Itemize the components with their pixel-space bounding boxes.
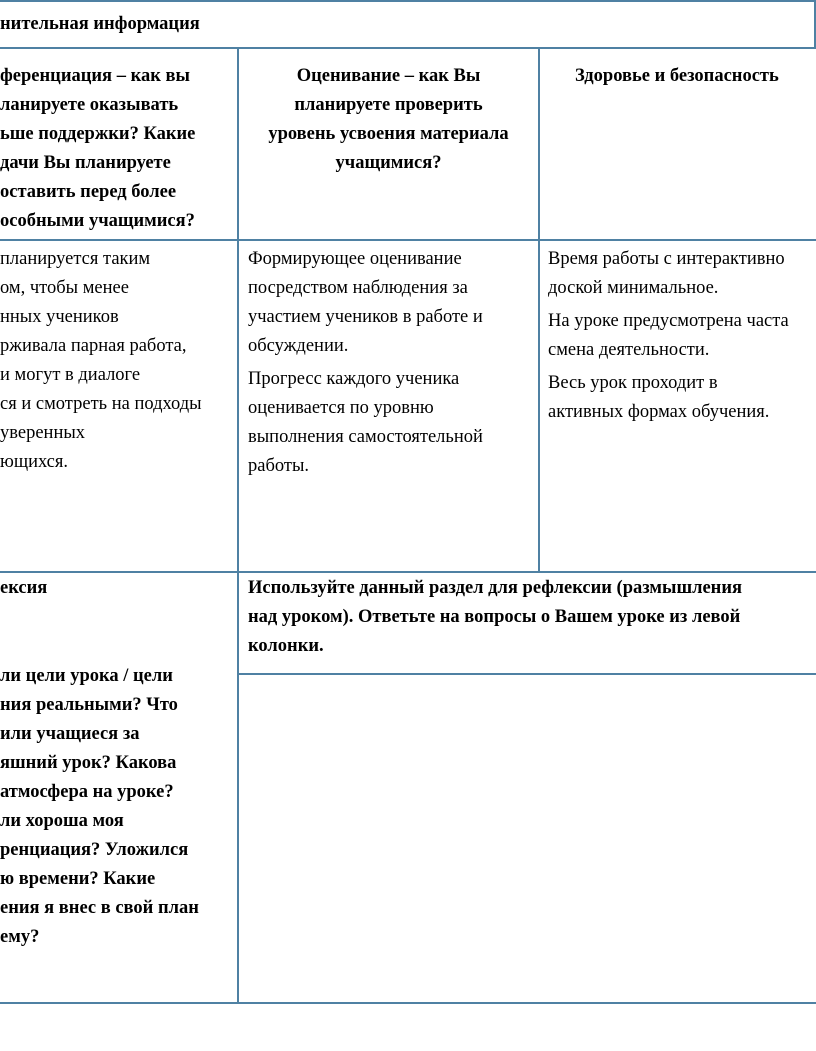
header-differentiation-line: ференциация – как вы <box>0 66 190 86</box>
section-title: нительная информация <box>0 14 200 34</box>
body-differentiation-line: рживала парная работа, <box>0 336 187 356</box>
assessment-line: выполнения самостоятельной <box>248 427 483 447</box>
health-line: Время работы с интерактивно <box>548 249 785 269</box>
reflection-questions <box>0 662 232 952</box>
assessment-line: Прогресс каждого ученика <box>248 369 460 389</box>
assessment-paragraph-2 <box>248 365 536 481</box>
reflection-instruction-line: колонки. <box>248 636 324 656</box>
header-assessment <box>239 62 538 178</box>
reflection-title: ексия <box>0 578 48 598</box>
row-divider-4 <box>238 673 816 675</box>
reflection-instruction-line: над уроком). Ответьте на вопросы о Вашем уроке из левой <box>248 607 741 627</box>
body-differentiation-line: нных учеников <box>0 307 119 327</box>
column-divider-2 <box>538 47 540 573</box>
health-line: На уроке предусмотрена часта <box>548 311 789 331</box>
header-assessment-line: уровень усвоения материала <box>268 124 509 144</box>
header-assessment-line: Оценивание – как Вы <box>296 66 481 86</box>
header-differentiation-line: ланируете оказывать <box>0 95 179 115</box>
assessment-line: участием учеников в работе и <box>248 307 483 327</box>
reflection-question-line: яшний урок? Какова <box>0 753 177 773</box>
header-differentiation-line: особными учащимися? <box>0 211 195 231</box>
assessment-line: Формирующее оценивание <box>248 249 462 269</box>
body-differentiation-line: и могут в диалоге <box>0 365 141 385</box>
reflection-question-line: ю времени? Какие <box>0 869 156 889</box>
reflection-question-line: ли хороша моя <box>0 811 124 831</box>
reflection-question-line: ния реальными? Что <box>0 695 178 715</box>
body-differentiation-line: ющихся. <box>0 452 69 472</box>
reflection-question-line: ения я внес в свой план <box>0 898 199 918</box>
health-paragraph-3 <box>548 369 816 427</box>
header-differentiation <box>0 62 232 236</box>
reflection-question-line: ли цели урока / цели <box>0 666 173 686</box>
table-bottom-border <box>0 1002 816 1004</box>
assessment-line: работы. <box>248 456 310 476</box>
assessment-paragraph-1 <box>248 245 536 361</box>
header-health-line: Здоровье и безопасность <box>575 66 779 86</box>
header-differentiation-line: оставить перед более <box>0 182 177 202</box>
reflection-question-line: ренциация? Уложился <box>0 840 189 860</box>
header-differentiation-line: дачи Вы планируете <box>0 153 171 173</box>
assessment-line: посредством наблюдения за <box>248 278 468 298</box>
health-line: активных формах обучения. <box>548 402 770 422</box>
column-divider-1 <box>237 47 239 1004</box>
body-assessment <box>248 245 536 485</box>
reflection-question-line: ему? <box>0 927 40 947</box>
health-line: доской минимальное. <box>548 278 719 298</box>
header-differentiation-line: ьше поддержки? Какие <box>0 124 196 144</box>
assessment-line: оценивается по уровню <box>248 398 434 418</box>
health-line: Весь урок проходит в <box>548 373 718 393</box>
assessment-line: обсуждении. <box>248 336 349 356</box>
row-divider-2 <box>0 239 816 241</box>
header-health <box>575 62 779 91</box>
reflection-instruction-line: Используйте данный раздел для рефлексии (размышления <box>248 578 743 598</box>
body-differentiation-line: ом, чтобы менее <box>0 278 129 298</box>
header-assessment-line: учащимися? <box>335 153 442 173</box>
health-line: смена деятельности. <box>548 340 710 360</box>
body-health <box>548 245 816 431</box>
reflection-question-line: или учащиеся за <box>0 724 140 744</box>
row-divider-3 <box>0 571 816 573</box>
reflection-instruction <box>248 574 816 661</box>
body-differentiation-line: ся и смотреть на подходы <box>0 394 202 414</box>
body-differentiation-line: планируется таким <box>0 249 151 269</box>
body-differentiation <box>0 245 232 477</box>
health-paragraph-1 <box>548 245 816 303</box>
body-differentiation-line: уверенных <box>0 423 86 443</box>
reflection-answer-area[interactable] <box>240 676 816 1002</box>
health-paragraph-2 <box>548 307 816 365</box>
reflection-question-line: атмосфера на уроке? <box>0 782 174 802</box>
header-assessment-line: планируете проверить <box>294 95 483 115</box>
table-top-border <box>0 0 816 2</box>
row-divider-1 <box>0 47 816 49</box>
